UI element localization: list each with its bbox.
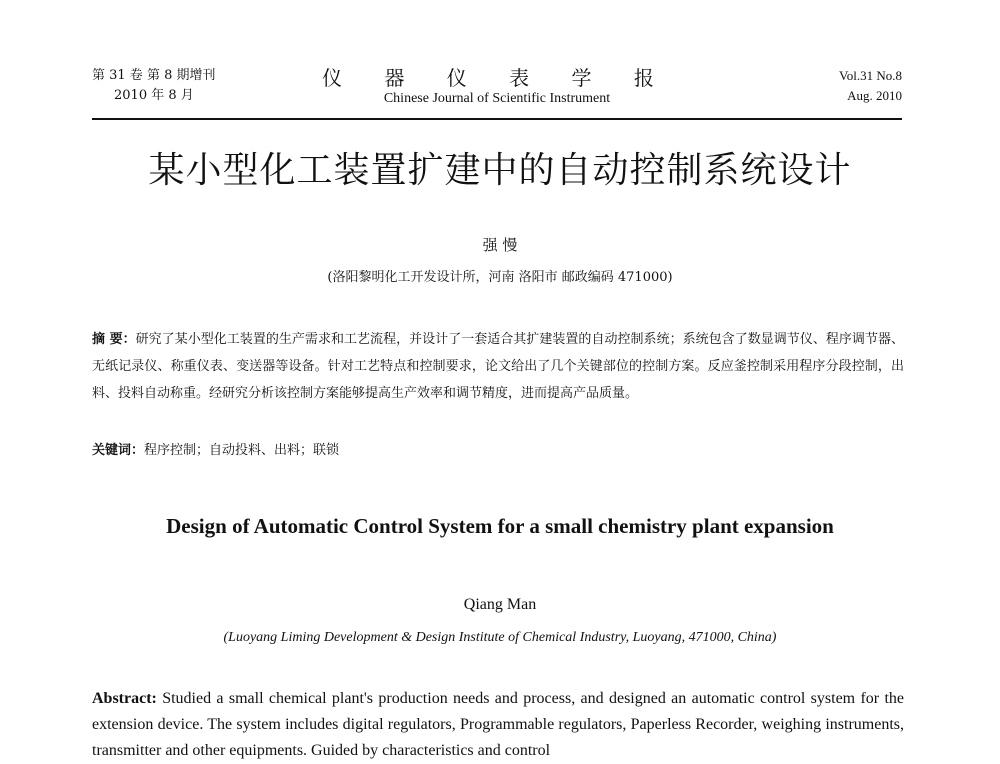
journal-header (92, 66, 902, 118)
abstract-cn (92, 326, 904, 407)
journal-name-en: Chinese Journal of Scientific Instrument (383, 91, 611, 106)
volume-issue: 第 31 卷 第 8 期增刊 (92, 68, 216, 83)
issue-date-cn: 2010 年 8 月 (114, 88, 194, 103)
keywords-cn-label: 关键词： (92, 443, 145, 458)
abstract-en (92, 686, 904, 764)
volume-info-en (839, 66, 902, 106)
affiliation-cn: (洛阳黎明化工开发设计所，河南 洛阳市 邮政编码 471000) (327, 270, 673, 285)
journal-name (92, 66, 902, 108)
abstract-cn-text: 研究了某小型化工装置的生产需求和工艺流程，并设计了一套适合其扩建装置的自动控制系统；系统包含了数显调节仪、程序调节器、无纸记录仪、称重仪表、变送器等设备。针对工艺特点和控制要求，论文给出了几个关键部位的控制方案。反应釜控制采用程序分段控制，出料、投料自动称重。经研究分析该控制方案能够提高生产效率和调节精度，进而提高产品质量。 (92, 332, 904, 401)
affiliation-en: (Luoyang Liming Development & Design Institute of Chemical Industry, Luoyang, 471000, China) (223, 630, 777, 645)
volume-number: Vol.31 No.8 (839, 68, 902, 83)
abstract-cn-label: 摘 要： (92, 332, 136, 347)
author-cn: 强 慢 (482, 236, 518, 254)
abstract-en-text: Studied a small chemical plant's production needs and process, and designed an automatic control system for the extension device. The system includes digital regulators, Programmable regulators, Paperless Recorder, weighing instruments, transmitter and other equipments. Guided by characteristics and control (92, 690, 904, 759)
issue-date-en: Aug. 2010 (847, 88, 902, 103)
header-rule (92, 118, 902, 120)
keywords-cn (92, 440, 904, 462)
journal-name-cn: 仪 器 仪 表 学 报 (322, 66, 672, 90)
abstract-en-label: Abstract: (92, 690, 157, 707)
author-en: Qiang Man (463, 596, 537, 613)
paper-title-en: Design of Automatic Control System for a small chemistry plant expansion (166, 514, 834, 538)
keywords-cn-text: 程序控制；自动投料、出料；联锁 (144, 443, 340, 458)
paper-title-cn: 某小型化工装置扩建中的自动控制系统设计 (148, 150, 852, 191)
